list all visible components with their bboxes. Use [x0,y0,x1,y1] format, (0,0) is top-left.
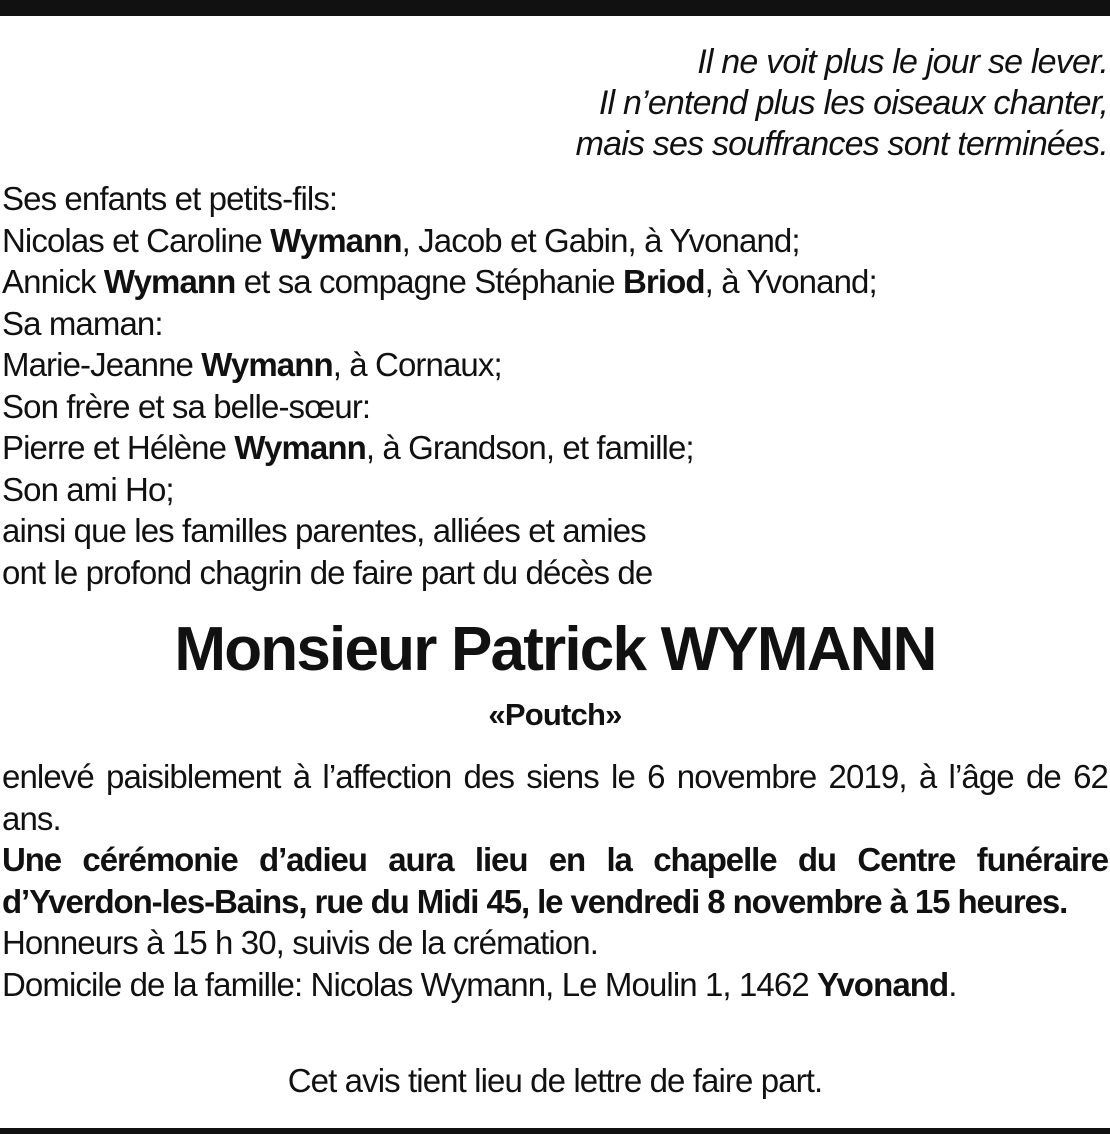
entry-detail: et sa compagne Stéphanie [235,263,623,300]
honours-text: Honneurs à 15 h 30, suivis de la crémation. [2,924,598,961]
bottom-rule [0,1128,1110,1134]
top-rule [0,0,1110,16]
surname: Wymann [103,263,236,300]
passing-text: enlevé paisiblement à l’affection des siens le 6 novembre 2019, à l’âge de 62 ans. [2,758,1108,837]
families-line: ainsi que les familles parentes, alliées et amies [2,512,646,549]
deceased-name: Monsieur Patrick WYMANN [174,615,936,684]
domicile-town: Yvonand [817,965,949,1003]
family-list [2,178,1102,593]
given-names: Pierre et Hélène [2,429,235,466]
entry-detail: , à Cornaux; [332,346,502,383]
given-names: Annick [2,263,104,300]
given-names: Nicolas et Caroline [2,221,271,259]
poem-line: Il n’entend plus les oiseaux chanter, [598,84,1108,122]
children-heading: Ses enfants et petits-fils: [2,180,338,217]
notice-details [2,756,1108,1005]
domicile-suffix: . [948,965,957,1003]
domicile-text [2,964,1108,1006]
ceremony-text: Une cérémonie d’adieu aura lieu en la chapelle du Centre funéraire d’Yverdon-les-Bains, rue du Midi 45, le vendredi 8 novembre à 15 heures. [2,841,1108,920]
surname: Wymann [234,429,366,466]
given-names: Marie-Jeanne [2,346,202,383]
announcement-line: ont le profond chagrin de faire part du décès de [2,553,653,591]
entry-detail: , à Grandson, et famille; [365,429,694,466]
family-entry [2,427,1102,469]
mother-heading: Sa maman: [2,304,163,342]
poem-verse [408,42,1108,165]
closing-note: Cet avis tient lieu de lettre de faire part. [287,1062,823,1099]
entry-detail: , à Yvonand; [704,263,877,300]
family-entry [2,261,1102,303]
friend-entry: Son ami Ho; [2,470,174,508]
deceased-nickname: «Poutch» [488,697,622,732]
family-entry [2,344,1102,386]
surname: Briod [623,263,705,300]
poem-line: Il ne voit plus le jour se lever. [697,43,1108,81]
entry-detail: , Jacob et Gabin, à Yvonand; [401,221,800,259]
family-entry [2,220,1102,262]
surname: Wymann [201,346,333,383]
surname: Wymann [270,221,402,259]
poem-line: mais ses souffrances sont terminées. [575,125,1108,163]
brother-heading: Son frère et sa belle-sœur: [2,387,371,425]
domicile-address: Domicile de la famille: Nicolas Wymann, Le Moulin 1, 1462 [2,965,818,1003]
